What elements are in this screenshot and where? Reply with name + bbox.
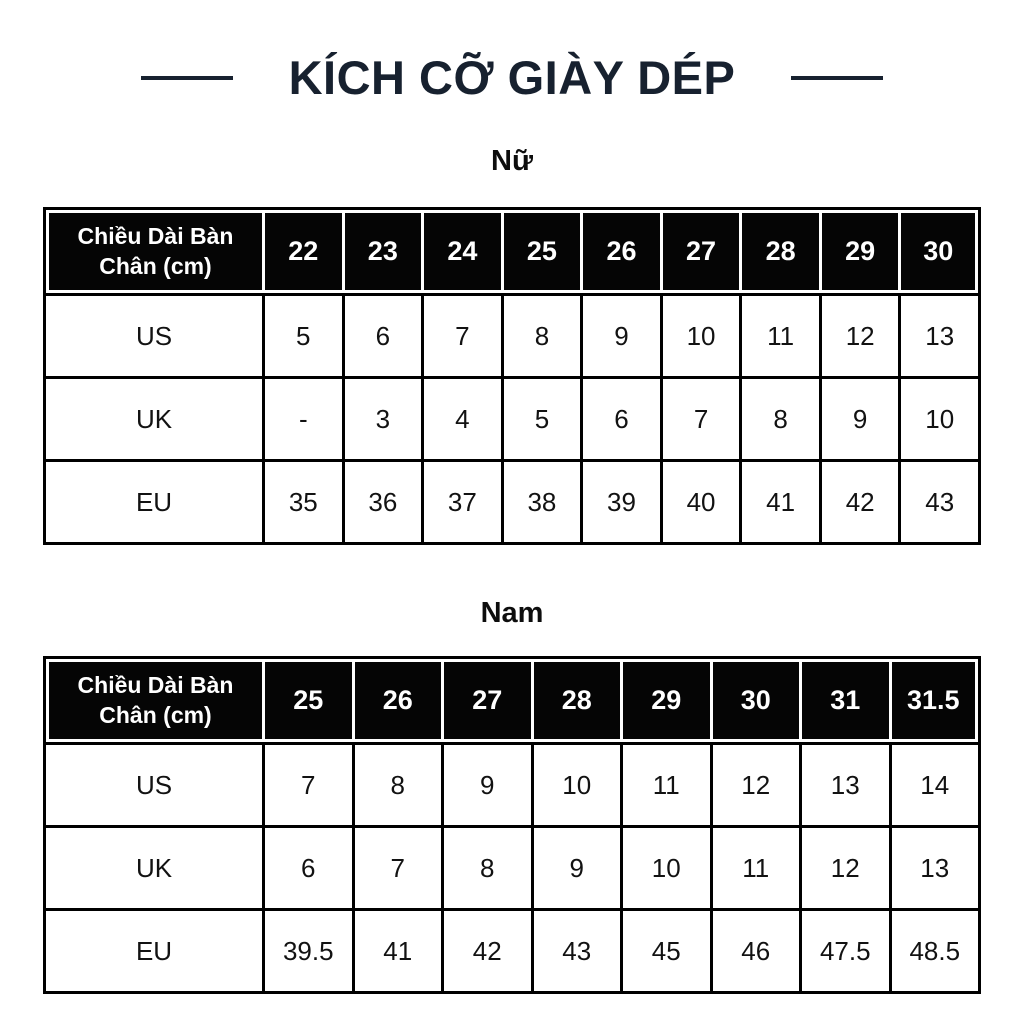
title-left-dash	[141, 76, 233, 80]
value-cell: 11	[620, 745, 710, 825]
value-cell: 46	[710, 911, 800, 991]
value-cell: 43	[898, 462, 978, 542]
header-size-cell: 26	[352, 659, 442, 742]
value-cell: 37	[421, 462, 501, 542]
header-size-cell: 30	[710, 659, 800, 742]
table-row	[46, 908, 978, 991]
value-cell: 12	[799, 828, 889, 908]
value-cell: 39.5	[262, 911, 352, 991]
value-cell: 9	[580, 296, 660, 376]
value-cell: 8	[352, 745, 442, 825]
page-title: KÍCH CỠ GIÀY DÉP	[288, 51, 736, 104]
header-label-cell: Chiều Dài Bàn Chân (cm)	[46, 210, 262, 293]
value-cell: 6	[342, 296, 422, 376]
page-header	[0, 50, 1024, 105]
section-label-women: Nữ	[491, 145, 533, 177]
header-size-cell: 25	[501, 210, 581, 293]
value-cell: 6	[262, 828, 352, 908]
header-size-cell: 28	[739, 210, 819, 293]
value-cell: 9	[819, 379, 899, 459]
header-size-cell: 22	[262, 210, 342, 293]
value-cell: 42	[819, 462, 899, 542]
value-cell: 8	[441, 828, 531, 908]
value-cell: 41	[739, 462, 819, 542]
value-cell: 10	[660, 296, 740, 376]
header-size-cell: 24	[421, 210, 501, 293]
row-label-cell: UK	[46, 828, 262, 908]
value-cell: 11	[710, 828, 800, 908]
value-cell: 5	[501, 379, 581, 459]
table-row	[46, 825, 978, 908]
table-row	[46, 742, 978, 825]
value-cell: 10	[620, 828, 710, 908]
value-cell: 3	[342, 379, 422, 459]
header-size-cell: 30	[898, 210, 978, 293]
header-size-cell: 27	[660, 210, 740, 293]
value-cell: 7	[352, 828, 442, 908]
value-cell: 13	[799, 745, 889, 825]
value-cell: 4	[421, 379, 501, 459]
value-cell: 10	[531, 745, 621, 825]
value-cell: 8	[739, 379, 819, 459]
value-cell: 36	[342, 462, 422, 542]
women-size-table	[43, 207, 981, 545]
header-size-cell: 26	[580, 210, 660, 293]
value-cell: 42	[441, 911, 531, 991]
value-cell: 7	[660, 379, 740, 459]
table-header-row	[46, 210, 978, 293]
header-size-cell: 31	[799, 659, 889, 742]
table-header-row	[46, 659, 978, 742]
header-size-cell: 31.5	[889, 659, 979, 742]
value-cell: 40	[660, 462, 740, 542]
value-cell: -	[262, 379, 342, 459]
row-label-cell: EU	[46, 462, 262, 542]
value-cell: 45	[620, 911, 710, 991]
row-label-cell: US	[46, 296, 262, 376]
row-label-cell: UK	[46, 379, 262, 459]
value-cell: 47.5	[799, 911, 889, 991]
value-cell: 12	[710, 745, 800, 825]
title-right-dash	[791, 76, 883, 80]
value-cell: 48.5	[889, 911, 979, 991]
header-size-cell: 23	[342, 210, 422, 293]
header-size-cell: 29	[620, 659, 710, 742]
row-label-cell: US	[46, 745, 262, 825]
value-cell: 12	[819, 296, 899, 376]
header-size-cell: 28	[531, 659, 621, 742]
header-label-cell: Chiều Dài Bàn Chân (cm)	[46, 659, 262, 742]
value-cell: 41	[352, 911, 442, 991]
table-row	[46, 376, 978, 459]
value-cell: 39	[580, 462, 660, 542]
value-cell: 5	[262, 296, 342, 376]
value-cell: 7	[262, 745, 352, 825]
value-cell: 9	[531, 828, 621, 908]
value-cell: 10	[898, 379, 978, 459]
value-cell: 43	[531, 911, 621, 991]
value-cell: 9	[441, 745, 531, 825]
value-cell: 8	[501, 296, 581, 376]
value-cell: 14	[889, 745, 979, 825]
value-cell: 38	[501, 462, 581, 542]
section-label-men: Nam	[480, 597, 544, 629]
men-size-table	[43, 656, 981, 994]
value-cell: 13	[898, 296, 978, 376]
table-row	[46, 459, 978, 542]
header-size-cell: 25	[262, 659, 352, 742]
value-cell: 6	[580, 379, 660, 459]
row-label-cell: EU	[46, 911, 262, 991]
value-cell: 13	[889, 828, 979, 908]
header-size-cell: 27	[441, 659, 531, 742]
value-cell: 7	[421, 296, 501, 376]
table-row	[46, 293, 978, 376]
header-size-cell: 29	[819, 210, 899, 293]
value-cell: 11	[739, 296, 819, 376]
value-cell: 35	[262, 462, 342, 542]
